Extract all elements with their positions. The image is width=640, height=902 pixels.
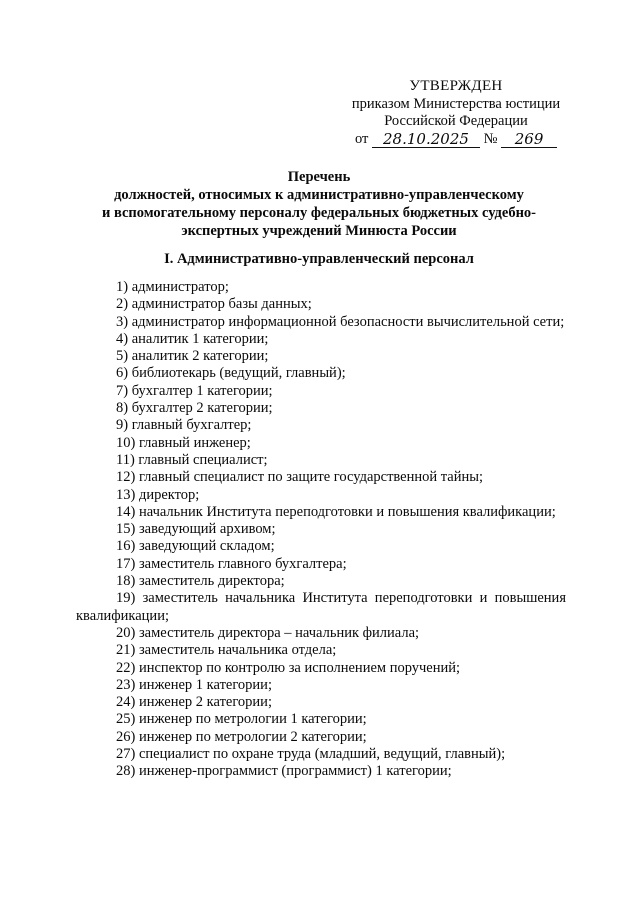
order-reference xyxy=(330,131,582,149)
list-item: 26) инженер по метрологии 2 категории; xyxy=(116,728,367,745)
order-number-label: № xyxy=(483,130,498,147)
title-line: и вспомогательному персоналу федеральных бюджетных судебно- xyxy=(101,205,537,221)
list-item: 11) главный специалист; xyxy=(116,451,268,468)
list-item: 25) инженер по метрологии 1 категории; xyxy=(116,711,367,728)
list-item: 6) библиотекарь (ведущий, главный); xyxy=(116,365,346,382)
list-item: 12) главный специалист по защите государственной тайны; xyxy=(116,469,484,486)
list-item: 14) начальник Института переподготовки и повышения квалификации; xyxy=(116,503,556,520)
list-item: 17) заместитель главного бухгалтера; xyxy=(116,555,347,572)
positions-list xyxy=(76,279,566,781)
list-item: 16) заведующий складом; xyxy=(116,538,275,555)
list-item: 21) заместитель начальника отдела; xyxy=(116,642,337,659)
list-item: 13) директор; xyxy=(116,486,200,503)
list-item: 3) администратор информационной безопасности вычислительной сети; xyxy=(116,313,565,330)
list-item: 20) заместитель директора – начальник филиала; xyxy=(116,624,420,641)
list-item: 22) инспектор по контролю за исполнением поручений; xyxy=(116,659,461,676)
order-date: 28.10.2025 xyxy=(372,132,480,148)
list-item: 1) администратор; xyxy=(116,279,229,295)
list-item: 5) аналитик 2 категории; xyxy=(116,348,269,365)
title-line: экспертных учреждений Минюста России xyxy=(181,223,457,239)
document-title xyxy=(80,168,558,240)
section-heading: I. Административно-управленческий персонал xyxy=(164,251,474,267)
list-item: 19) заместитель начальника Института переподготовки и повышения квалификации; xyxy=(76,590,566,624)
list-item: 18) заместитель директора; xyxy=(116,573,285,590)
list-item: 15) заведующий архивом; xyxy=(116,521,276,538)
list-item: 24) инженер 2 категории; xyxy=(116,694,272,711)
list-item: 27) специалист по охране труда (младший, ведущий, главный); xyxy=(116,746,506,763)
approval-label: УТВЕРЖДЕН xyxy=(409,78,503,94)
approval-line-federation: Российской Федерации xyxy=(384,113,528,129)
list-item: 4) аналитик 1 категории; xyxy=(116,330,269,347)
list-item: 7) бухгалтер 1 категории; xyxy=(116,382,273,399)
approval-line-ministry: приказом Министерства юстиции xyxy=(351,95,561,112)
list-item: 28) инженер-программист (программист) 1 категории; xyxy=(116,763,452,780)
list-item: 2) администратор базы данных; xyxy=(116,296,312,313)
order-number: 269 xyxy=(501,132,557,148)
approval-block xyxy=(330,78,582,148)
title-line: Перечень xyxy=(287,169,351,185)
title-line: должностей, относимых к административно-управленческому xyxy=(114,187,524,203)
list-item: 10) главный инженер; xyxy=(116,434,251,451)
list-item: 23) инженер 1 категории; xyxy=(116,676,272,693)
list-item: 8) бухгалтер 2 категории; xyxy=(116,400,273,417)
list-item: 9) главный бухгалтер; xyxy=(116,417,252,434)
order-from-label: от xyxy=(354,130,369,147)
